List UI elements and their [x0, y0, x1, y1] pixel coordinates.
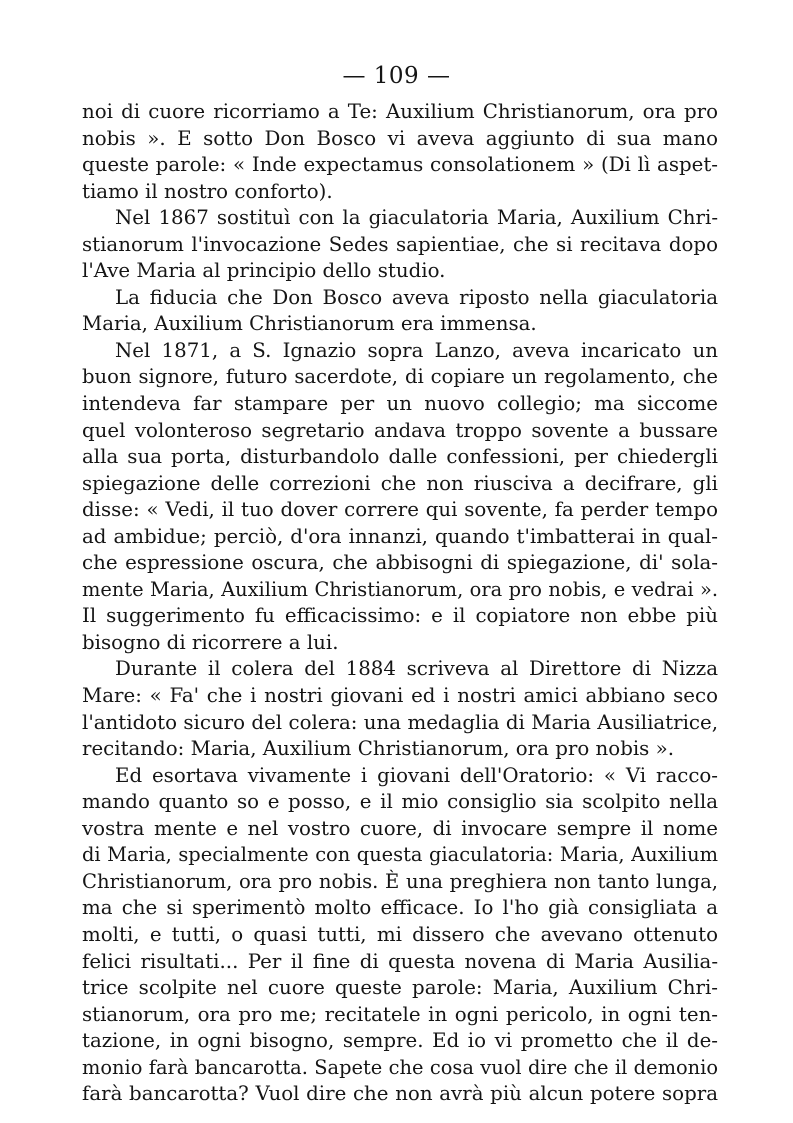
text-line: mando quanto so e posso, e il mio consiglio sia scolpito nella [82, 790, 718, 814]
text-line: nobis ». E sotto Don Bosco vi aveva aggiunto di sua mano [82, 126, 718, 150]
body-text [82, 99, 718, 1108]
text-line: trice scolpite nel cuore queste parole: Maria, Auxilium Chri- [82, 976, 718, 1000]
text-line: noi di cuore ricorriamo a Te: Auxilium Christianorum, ora pro [82, 100, 718, 123]
text-line: Il suggerimento fu efficacissimo: e il copiatore non ebbe più [82, 604, 718, 628]
text-line: Mare: « Fa' che i nostri giovani ed i nostri amici abbiano seco [82, 684, 718, 708]
text-line: recitando: Maria, Auxilium Christianorum, ora pro nobis ». [82, 737, 675, 761]
text-line: Durante il colera del 1884 scriveva al Direttore di Nizza [115, 657, 718, 681]
text-line: che espressione oscura, che abbisogni di spiegazione, di' sola- [82, 551, 718, 575]
text-line: Nel 1871, a S. Ignazio sopra Lanzo, aveva incaricato un [115, 338, 718, 362]
text-line: bisogno di ricorrere a lui. [82, 630, 339, 654]
text-line: stianorum l'invocazione Sedes sapientiae, che si recitava dopo [82, 232, 718, 256]
text-line: buon signore, futuro sacerdote, di copiare un regolamento, che [82, 365, 718, 389]
text-line: Maria, Auxilium Christianorum era immensa. [82, 312, 537, 336]
text-line: vostra mente e nel vostro cuore, di invocare sempre il nome [82, 816, 718, 840]
text-line: farà bancarotta? Vuol dire che non avrà più alcun potere sopra [82, 1082, 718, 1106]
text-line: queste parole: « Inde expectamus consolationem » (Di lì aspet- [82, 153, 718, 177]
text-line: l'antidoto sicuro del colera: una medaglia di Maria Ausiliatrice, [82, 710, 718, 734]
text-line: felici risultati... Per il fine di questa novena di Maria Ausilia- [82, 949, 718, 973]
text-line: Christianorum, ora pro nobis. È una preghiera non tanto lunga, [82, 869, 718, 893]
text-line: monio farà bancarotta. Sapete che cosa vuol dire che il demonio [82, 1055, 718, 1079]
text-line: disse: « Vedi, il tuo dover correre qui sovente, fa perder tempo [82, 498, 718, 522]
text-line: Nel 1867 sostituì con la giaculatoria Maria, Auxilium Chri- [115, 206, 718, 230]
text-line: tiamo il nostro conforto). [82, 179, 333, 203]
text-line: La fiducia che Don Bosco aveva riposto nella giaculatoria [115, 285, 718, 309]
text-line: mente Maria, Auxilium Christianorum, ora pro nobis, e vedrai ». [82, 577, 718, 601]
text-line: intendeva far stampare per un nuovo collegio; ma siccome [82, 392, 718, 416]
text-line: tazione, in ogni bisogno, sempre. Ed io vi prometto che il de- [82, 1029, 718, 1053]
text-line: Ed esortava vivamente i giovani dell'Oratorio: « Vi racco- [115, 763, 718, 787]
text-line: ma che si sperimentò molto efficace. Io l'ho già consigliata a [82, 896, 718, 920]
text-line: stianorum, ora pro me; recitatele in ogni pericolo, in ogni ten- [82, 1002, 718, 1026]
text-line: l'Ave Maria al principio dello studio. [82, 259, 446, 283]
text-line: ad ambidue; perciò, d'ora innanzi, quando t'imbatterai in qual- [82, 524, 718, 548]
text-line: quel volonteroso segretario andava troppo sovente a bussare [82, 418, 718, 442]
text-line: molti, e tutti, o quasi tutti, mi dissero che avevano ottenuto [82, 922, 718, 946]
text-line: alla sua porta, disturbandolo dalle confessioni, per chiedergli [82, 445, 718, 469]
text-line: di Maria, specialmente con questa giaculatoria: Maria, Auxilium [82, 843, 718, 867]
page-number: — 109 — [342, 63, 451, 89]
text-line: spiegazione delle correzioni che non riusciva a decifrare, gli [82, 471, 718, 495]
